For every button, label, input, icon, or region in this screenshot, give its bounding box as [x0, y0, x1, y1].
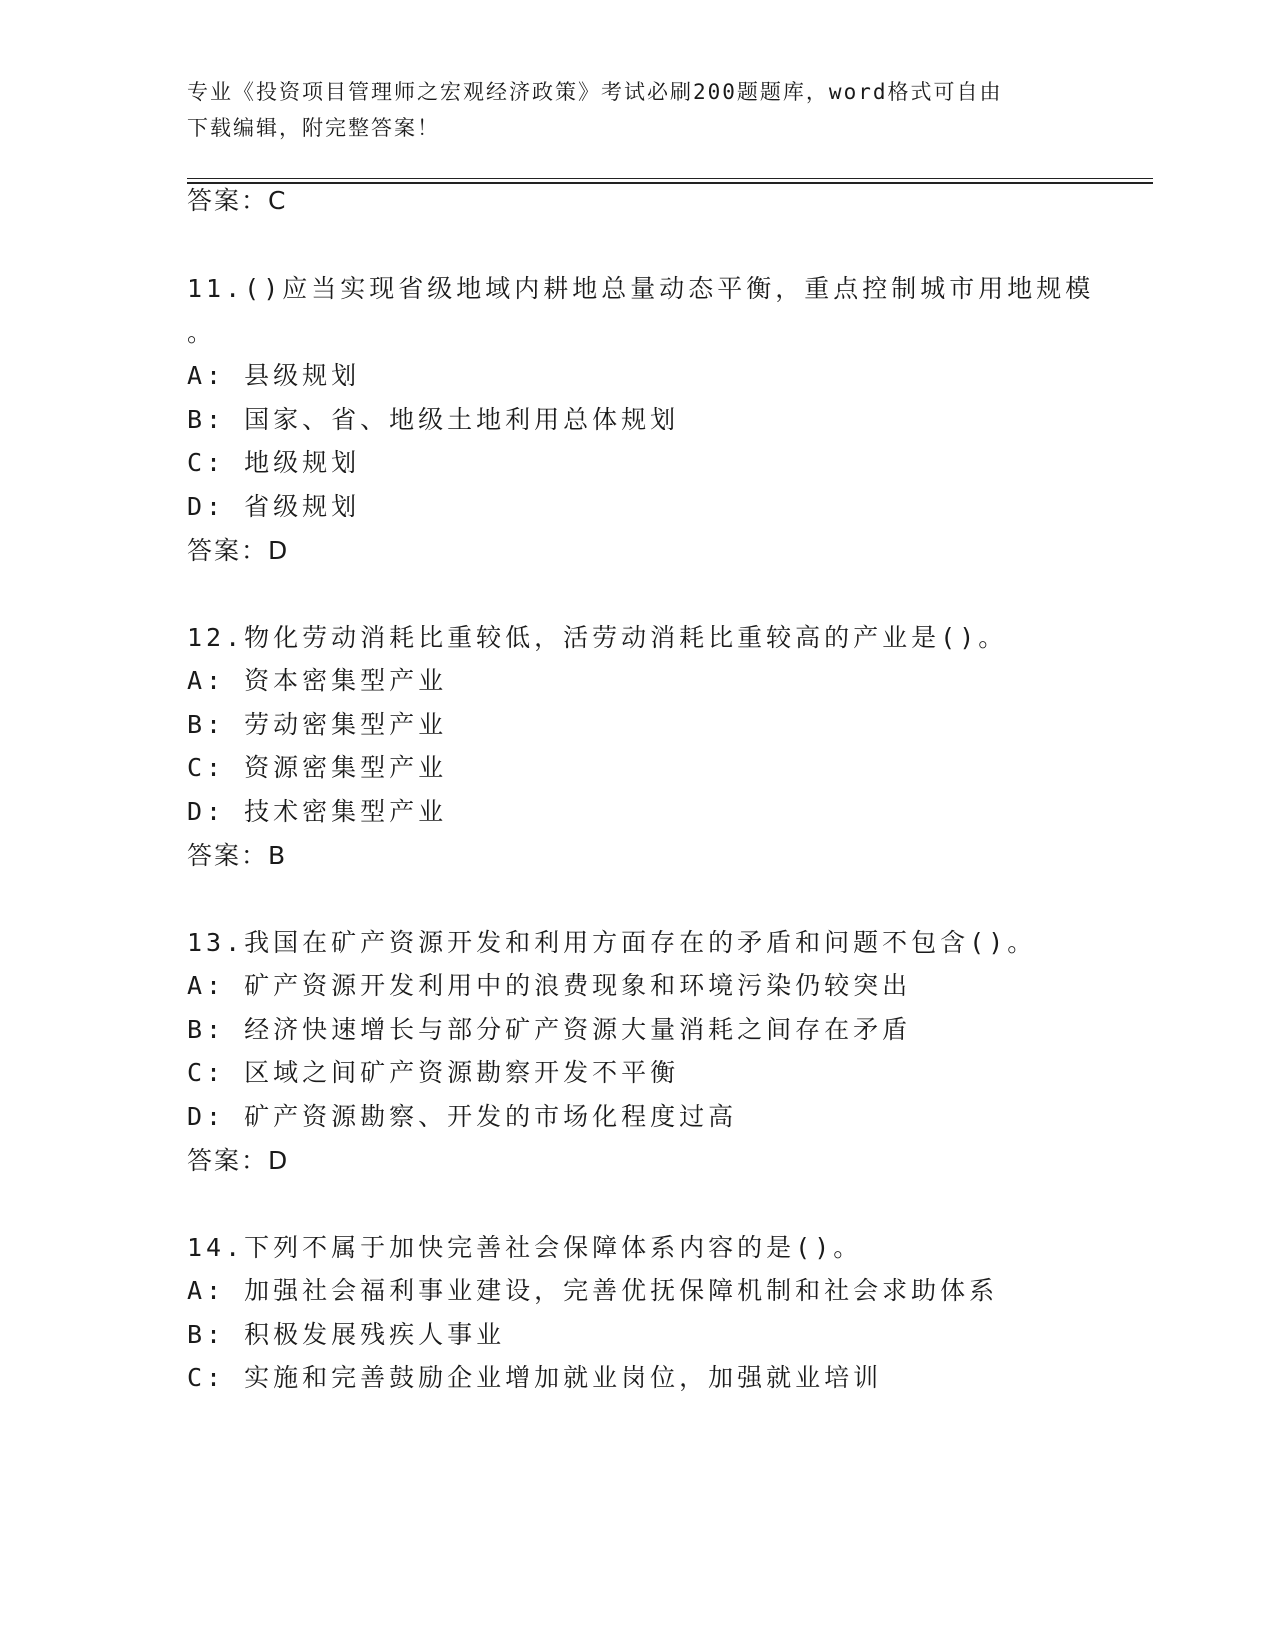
q11-option-c: C: 地级规划 [187, 448, 361, 477]
q14-option-b: B: 积极发展残疾人事业 [187, 1320, 506, 1349]
header-divider-thin [187, 178, 1153, 179]
q13-stem: 13.我国在矿产资源开发和利用方面存在的矛盾和问题不包含()。 [187, 928, 1037, 957]
q12-option-b: B: 劳动密集型产业 [187, 710, 448, 739]
header-line-1: 专业《投资项目管理师之宏观经济政策》考试必刷200题题库，word格式可自由 [187, 80, 1003, 104]
q11-option-b: B: 国家、省、地级土地利用总体规划 [187, 405, 680, 434]
header-line-2: 下载编辑，附完整答案！ [187, 116, 440, 140]
q13-option-c: C: 区域之间矿产资源勘察开发不平衡 [187, 1058, 680, 1087]
q11-answer: 答案：D [187, 536, 290, 565]
q12-option-a: A: 资本密集型产业 [187, 666, 448, 695]
q12-option-c: C: 资源密集型产业 [187, 753, 448, 782]
q12-option-d: D: 技术密集型产业 [187, 797, 448, 826]
document-header [187, 74, 1087, 146]
q11-stem-line-1: 11.()应当实现省级地域内耕地总量动态平衡，重点控制城市用地规模 [187, 274, 1095, 303]
previous-answer: 答案：C [187, 186, 288, 215]
q11-option-d: D: 省级规划 [187, 492, 361, 521]
q12-stem: 12.物化劳动消耗比重较低，活劳动消耗比重较高的产业是()。 [187, 623, 1008, 652]
q12-answer: 答案：B [187, 841, 288, 870]
q11-option-a: A: 县级规划 [187, 361, 361, 390]
q13-option-d: D: 矿产资源勘察、开发的市场化程度过高 [187, 1102, 738, 1131]
q14-option-a: A: 加强社会福利事业建设，完善优抚保障机制和社会求助体系 [187, 1276, 999, 1305]
q13-option-b: B: 经济快速增长与部分矿产资源大量消耗之间存在矛盾 [187, 1015, 912, 1044]
q14-option-c: C: 实施和完善鼓励企业增加就业岗位，加强就业培训 [187, 1363, 883, 1392]
q14-stem: 14.下列不属于加快完善社会保障体系内容的是()。 [187, 1233, 863, 1262]
header-divider-thick [187, 182, 1153, 184]
q13-answer: 答案：D [187, 1146, 290, 1175]
q11-stem-line-2: 。 [187, 318, 217, 347]
q13-option-a: A: 矿产资源开发利用中的浪费现象和环境污染仍较突出 [187, 971, 912, 1000]
